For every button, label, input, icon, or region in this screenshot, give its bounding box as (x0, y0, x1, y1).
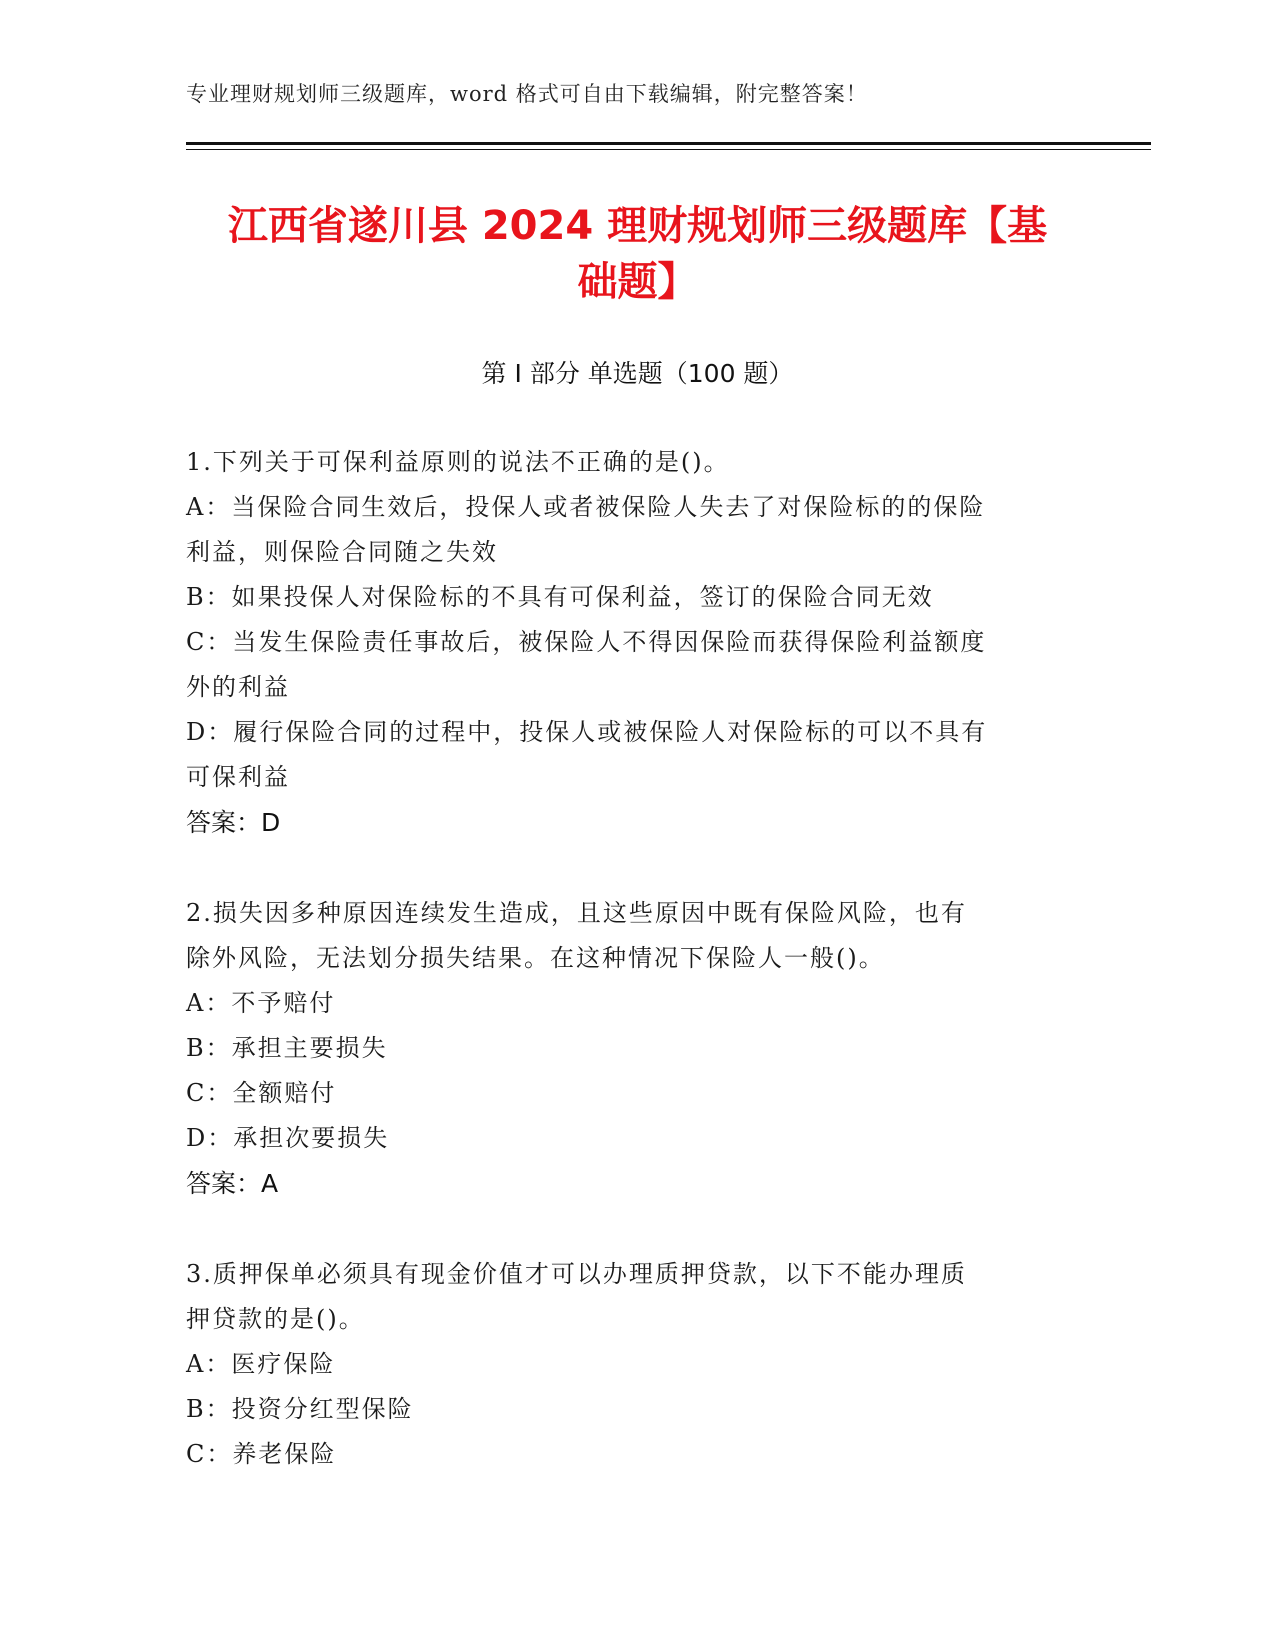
option-line: B：如果投保人对保险标的不具有可保利益，签订的保险合同无效 (186, 583, 934, 611)
header-rule-thin (186, 149, 1151, 150)
option-line: A：不予赔付 (186, 989, 336, 1017)
answer-line: 答案：A (186, 1169, 279, 1198)
option-line: B：投资分红型保险 (186, 1395, 414, 1423)
option-line: B：承担主要损失 (186, 1034, 388, 1062)
option-line: 外的利益 (186, 673, 290, 701)
option-line: D：承担次要损失 (186, 1124, 390, 1152)
option-line: A：医疗保险 (186, 1350, 336, 1378)
document-title-line-1: 江西省遂川县 2024 理财规划师三级题库【基 (227, 203, 1048, 249)
question-stem-line: 押贷款的是()。 (186, 1305, 365, 1333)
question-list (186, 440, 1066, 1523)
question-1 (186, 440, 1066, 845)
question-stem-line: 3.质押保单必须具有现金价值才可以办理质押贷款，以下不能办理质 (186, 1260, 967, 1288)
question-stem-line: 2.损失因多种原因连续发生造成，且这些原因中既有保险风险，也有 (186, 899, 967, 927)
document-title-line-2: 础题】 (577, 259, 698, 305)
question-3 (186, 1252, 1066, 1477)
header-rule-thick (186, 142, 1151, 145)
answer-line: 答案：D (186, 808, 281, 837)
question-stem-line: 1.下列关于可保利益原则的说法不正确的是()。 (186, 448, 730, 476)
option-line: C：全额赔付 (186, 1079, 337, 1107)
option-line: D：履行保险合同的过程中，投保人或被保险人对保险标的可以不具有 (186, 718, 988, 746)
option-line: C：当发生保险责任事故后，被保险人不得因保险而获得保险利益额度 (186, 628, 987, 656)
option-line: A：当保险合同生效后，投保人或者被保险人失去了对保险标的的保险 (186, 493, 986, 521)
header-note: 专业理财规划师三级题库，word 格式可自由下载编辑，附完整答案！ (186, 82, 868, 106)
question-stem-line: 除外风险，无法划分损失结果。在这种情况下保险人一般()。 (186, 944, 885, 972)
question-2 (186, 891, 1066, 1206)
option-line: C：养老保险 (186, 1440, 337, 1468)
section-title: 第 I 部分 单选题（100 题） (481, 359, 794, 388)
option-line: 利益，则保险合同随之失效 (186, 538, 498, 566)
option-line: 可保利益 (186, 763, 290, 791)
document-title (160, 198, 1115, 310)
